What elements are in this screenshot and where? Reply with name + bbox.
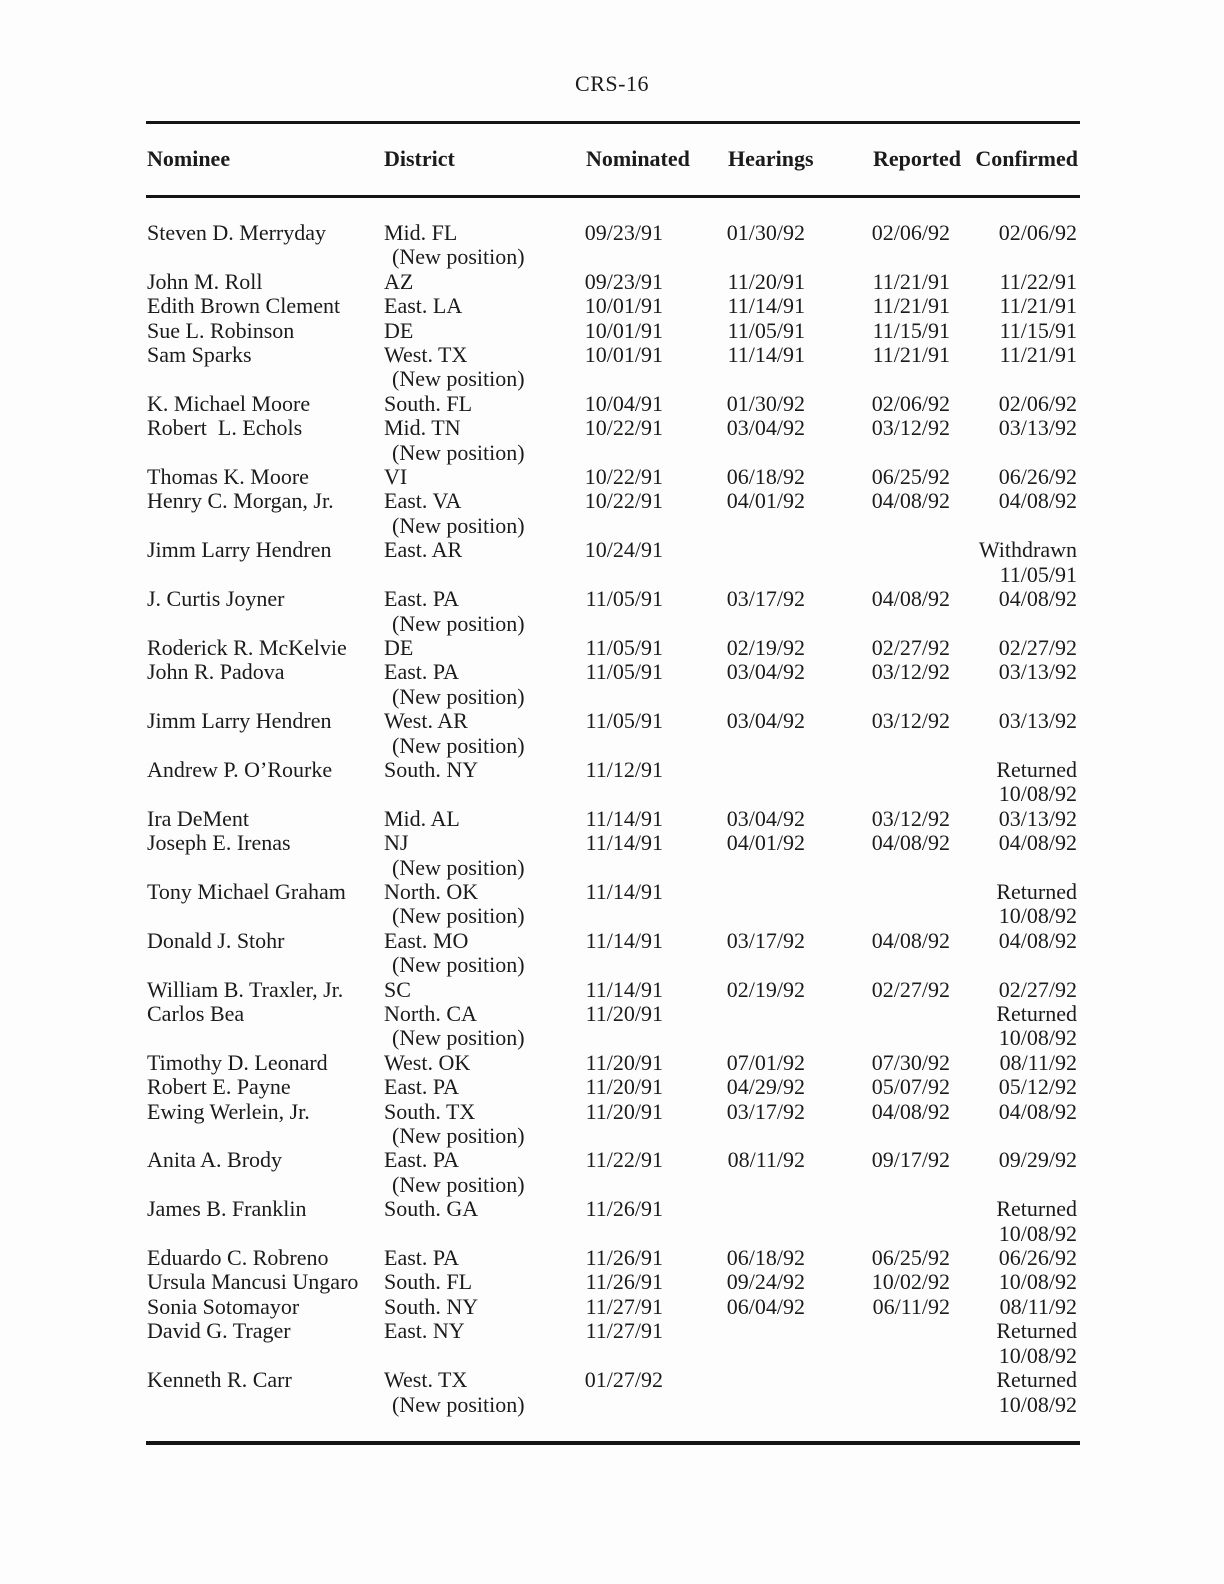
confirmed-note: 10/08/92 bbox=[998, 1391, 1077, 1417]
confirmed-status: 08/11/92 bbox=[999, 1293, 1077, 1319]
confirmed-status: 03/13/92 bbox=[998, 415, 1077, 441]
table-row bbox=[0, 1319, 1224, 1368]
nominated-date: 11/20/91 bbox=[585, 1001, 663, 1026]
reported-date: 06/25/92 bbox=[871, 464, 950, 490]
table-row-line bbox=[0, 831, 1224, 855]
district-value: East. LA bbox=[384, 293, 463, 319]
district-note: (New position) bbox=[392, 512, 525, 538]
table-row-line bbox=[0, 367, 1224, 391]
table-row bbox=[0, 1100, 1224, 1149]
table-row-line bbox=[0, 294, 1224, 318]
district-note: (New position) bbox=[392, 1171, 525, 1197]
nominee-name: Robert E. Payne bbox=[147, 1074, 291, 1100]
reported-date: 05/07/92 bbox=[871, 1074, 950, 1100]
column-header-nominated: Nominated bbox=[586, 146, 690, 171]
district-value: East. PA bbox=[384, 1074, 459, 1100]
hearings-date: 11/14/91 bbox=[727, 293, 805, 319]
confirmed-status: 03/13/92 bbox=[998, 708, 1077, 734]
table-row bbox=[0, 929, 1224, 978]
table-row bbox=[0, 221, 1224, 270]
hearings-date: 03/04/92 bbox=[726, 659, 805, 685]
confirmed-status: 02/06/92 bbox=[998, 220, 1077, 245]
district-value: East. PA bbox=[384, 586, 459, 612]
table-row-line bbox=[0, 1393, 1224, 1417]
table-row-line bbox=[0, 1026, 1224, 1050]
hearings-date: 06/04/92 bbox=[726, 1293, 805, 1319]
nominee-name: David G. Trager bbox=[147, 1318, 291, 1344]
nominated-date: 11/26/91 bbox=[585, 1269, 663, 1295]
table-row-line bbox=[0, 880, 1224, 904]
district-value: Mid. AL bbox=[384, 805, 460, 831]
column-header-confirmed: Confirmed bbox=[975, 146, 1078, 171]
page-title: CRS-16 bbox=[575, 71, 649, 96]
confirmed-status: 11/15/91 bbox=[999, 317, 1077, 343]
reported-date: 06/25/92 bbox=[871, 1245, 950, 1271]
table-row-line bbox=[0, 1344, 1224, 1368]
table-row-line bbox=[0, 587, 1224, 611]
nominee-name: Ira DeMent bbox=[147, 805, 250, 831]
district-value: DE bbox=[384, 317, 414, 343]
confirmed-status: 04/08/92 bbox=[998, 830, 1077, 856]
table-body bbox=[0, 221, 1224, 1417]
nominee-name: Thomas K. Moore bbox=[147, 464, 309, 490]
table-row bbox=[0, 758, 1224, 807]
table-row bbox=[0, 978, 1224, 1002]
reported-date: 07/30/92 bbox=[871, 1049, 950, 1075]
nominee-name: Sonia Sotomayor bbox=[147, 1293, 300, 1319]
confirmed-note: 10/08/92 bbox=[998, 1220, 1077, 1246]
district-value: North. OK bbox=[384, 878, 479, 904]
table-row-line bbox=[0, 1100, 1224, 1124]
nominee-name: Jimm Larry Hendren bbox=[147, 708, 332, 734]
reported-date: 04/08/92 bbox=[871, 488, 950, 514]
nominated-date: 11/14/91 bbox=[585, 878, 663, 904]
table-row-line bbox=[0, 270, 1224, 294]
nominee-name: Timothy D. Leonard bbox=[147, 1049, 328, 1075]
nominated-date: 11/26/91 bbox=[585, 1245, 663, 1271]
table-row-line bbox=[0, 953, 1224, 977]
table-row bbox=[0, 1368, 1224, 1417]
district-value: East. NY bbox=[384, 1318, 465, 1344]
confirmed-status: 02/27/92 bbox=[998, 634, 1077, 660]
district-value: West. AR bbox=[384, 708, 468, 734]
hearings-date: 03/04/92 bbox=[726, 805, 805, 831]
nominee-name: Anita A. Brody bbox=[147, 1147, 283, 1173]
nominee-name: John R. Padova bbox=[147, 659, 285, 685]
table-row-line bbox=[0, 319, 1224, 343]
district-value: AZ bbox=[384, 268, 414, 294]
table-row-line bbox=[0, 489, 1224, 513]
confirmed-note: 10/08/92 bbox=[998, 781, 1077, 807]
confirmed-status: 06/26/92 bbox=[998, 464, 1077, 490]
reported-date: 04/08/92 bbox=[871, 1098, 950, 1124]
hearings-date: 03/04/92 bbox=[726, 415, 805, 441]
district-value: East. VA bbox=[384, 488, 462, 514]
confirmed-status: Returned bbox=[996, 1196, 1077, 1222]
column-header-reported: Reported bbox=[873, 146, 961, 171]
district-value: South. FL bbox=[384, 1269, 473, 1295]
confirmed-note: 11/05/91 bbox=[999, 561, 1077, 587]
table-row bbox=[0, 392, 1224, 416]
table-row bbox=[0, 465, 1224, 489]
table-row bbox=[0, 709, 1224, 758]
nominee-name: Tony Michael Graham bbox=[147, 878, 346, 904]
table-row-line bbox=[0, 1295, 1224, 1319]
table-row-line bbox=[0, 392, 1224, 416]
nominee-name: Ewing Werlein, Jr. bbox=[147, 1098, 310, 1124]
table-row-line bbox=[0, 1051, 1224, 1075]
nominee-name: John M. Roll bbox=[147, 268, 263, 294]
district-note: (New position) bbox=[392, 732, 525, 758]
nominee-name: Steven D. Merryday bbox=[147, 220, 327, 245]
table-row bbox=[0, 1197, 1224, 1246]
confirmed-status: 11/21/91 bbox=[999, 293, 1077, 319]
district-note: (New position) bbox=[392, 610, 525, 636]
table-row bbox=[0, 1002, 1224, 1051]
district-note: (New position) bbox=[392, 903, 525, 929]
confirmed-note: 10/08/92 bbox=[998, 1342, 1077, 1368]
district-value: South. NY bbox=[384, 756, 479, 782]
hearings-date: 04/01/92 bbox=[726, 488, 805, 514]
table-row bbox=[0, 660, 1224, 709]
district-value: South. NY bbox=[384, 1293, 479, 1319]
table-row bbox=[0, 294, 1224, 318]
reported-date: 11/15/91 bbox=[872, 317, 950, 343]
hearings-date: 03/17/92 bbox=[726, 927, 805, 953]
hearings-date: 07/01/92 bbox=[726, 1049, 805, 1075]
district-value: East. AR bbox=[384, 537, 463, 563]
table-row-line bbox=[0, 1222, 1224, 1246]
table-row-line bbox=[0, 1368, 1224, 1392]
nominee-name: Edith Brown Clement bbox=[147, 293, 341, 319]
confirmed-status: 03/13/92 bbox=[998, 659, 1077, 685]
hearings-date: 11/20/91 bbox=[727, 268, 805, 294]
table-row-line bbox=[0, 1319, 1224, 1343]
reported-date: 02/27/92 bbox=[871, 634, 950, 660]
district-value: South. TX bbox=[384, 1098, 476, 1124]
hearings-date: 09/24/92 bbox=[726, 1269, 805, 1295]
table-row-line bbox=[0, 221, 1224, 245]
district-value: West. TX bbox=[384, 342, 468, 368]
district-value: Mid. TN bbox=[384, 415, 461, 441]
district-value: East. PA bbox=[384, 1245, 459, 1271]
table-column-headers bbox=[0, 146, 1224, 172]
nominated-date: 09/23/91 bbox=[584, 220, 663, 245]
district-value: South. GA bbox=[384, 1196, 479, 1222]
confirmed-status: Returned bbox=[996, 878, 1077, 904]
nominee-name: Joseph E. Irenas bbox=[147, 830, 291, 856]
reported-date: 09/17/92 bbox=[871, 1147, 950, 1173]
nominated-date: 11/14/91 bbox=[585, 805, 663, 831]
confirmed-note: 10/08/92 bbox=[998, 1025, 1077, 1051]
table-header-rule bbox=[146, 195, 1080, 198]
confirmed-status: 06/26/92 bbox=[998, 1245, 1077, 1271]
table-row bbox=[0, 270, 1224, 294]
table-row-line bbox=[0, 734, 1224, 758]
district-note: (New position) bbox=[392, 952, 525, 978]
reported-date: 10/02/92 bbox=[871, 1269, 950, 1295]
district-value: South. FL bbox=[384, 390, 473, 416]
hearings-date: 03/17/92 bbox=[726, 1098, 805, 1124]
table-row bbox=[0, 1148, 1224, 1197]
table-row-line bbox=[0, 1002, 1224, 1026]
district-note: (New position) bbox=[392, 683, 525, 709]
confirmed-status: Returned bbox=[996, 756, 1077, 782]
table-row-line bbox=[0, 1075, 1224, 1099]
nominee-name: Carlos Bea bbox=[147, 1001, 245, 1026]
nominated-date: 10/22/91 bbox=[584, 415, 663, 441]
nominated-date: 11/26/91 bbox=[585, 1196, 663, 1222]
nominated-date: 11/27/91 bbox=[585, 1293, 663, 1319]
hearings-date: 11/14/91 bbox=[727, 342, 805, 368]
nominee-name: Ursula Mancusi Ungaro bbox=[147, 1269, 359, 1295]
nominated-date: 11/05/91 bbox=[585, 634, 663, 660]
table-row bbox=[0, 587, 1224, 636]
table-row bbox=[0, 636, 1224, 660]
nominated-date: 01/27/92 bbox=[584, 1367, 663, 1393]
table-row bbox=[0, 1246, 1224, 1270]
confirmed-status: 11/21/91 bbox=[999, 342, 1077, 368]
district-value: VI bbox=[384, 464, 408, 490]
hearings-date: 02/19/92 bbox=[726, 976, 805, 1002]
table-row-line bbox=[0, 1246, 1224, 1270]
confirmed-status: 04/08/92 bbox=[998, 1098, 1077, 1124]
nominated-date: 10/04/91 bbox=[584, 390, 663, 416]
nominated-date: 11/14/91 bbox=[585, 830, 663, 856]
table-row bbox=[0, 1051, 1224, 1075]
nominated-date: 10/01/91 bbox=[584, 342, 663, 368]
table-row-line bbox=[0, 563, 1224, 587]
confirmed-note: 10/08/92 bbox=[998, 903, 1077, 929]
table-row bbox=[0, 319, 1224, 343]
nominated-date: 11/27/91 bbox=[585, 1318, 663, 1344]
confirmed-status: Withdrawn bbox=[978, 537, 1077, 563]
district-value: NJ bbox=[384, 830, 409, 856]
reported-date: 11/21/91 bbox=[872, 268, 950, 294]
table-row bbox=[0, 538, 1224, 587]
column-header-district: District bbox=[384, 146, 455, 171]
table-row-line bbox=[0, 782, 1224, 806]
table-row-line bbox=[0, 441, 1224, 465]
table-row bbox=[0, 489, 1224, 538]
table-row-line bbox=[0, 856, 1224, 880]
nominee-name: Sue L. Robinson bbox=[147, 317, 295, 343]
table-row-line bbox=[0, 416, 1224, 440]
confirmed-status: Returned bbox=[996, 1367, 1077, 1393]
district-value: Mid. FL bbox=[384, 220, 458, 245]
table-row bbox=[0, 807, 1224, 831]
district-value: SC bbox=[384, 976, 411, 1002]
reported-date: 03/12/92 bbox=[871, 708, 950, 734]
district-note: (New position) bbox=[392, 1123, 525, 1149]
nominated-date: 11/20/91 bbox=[585, 1074, 663, 1100]
table-row-line bbox=[0, 636, 1224, 660]
district-value: East. PA bbox=[384, 659, 459, 685]
reported-date: 11/21/91 bbox=[872, 293, 950, 319]
confirmed-status: 04/08/92 bbox=[998, 586, 1077, 612]
table-row bbox=[0, 831, 1224, 880]
nominated-date: 11/14/91 bbox=[585, 927, 663, 953]
reported-date: 04/08/92 bbox=[871, 927, 950, 953]
table-row-line bbox=[0, 1197, 1224, 1221]
table-row bbox=[0, 1295, 1224, 1319]
table-row bbox=[0, 1075, 1224, 1099]
table-row-line bbox=[0, 245, 1224, 269]
district-note: (New position) bbox=[392, 439, 525, 465]
table-row-line bbox=[0, 1124, 1224, 1148]
confirmed-status: 10/08/92 bbox=[998, 1269, 1077, 1295]
hearings-date: 08/11/92 bbox=[727, 1147, 805, 1173]
nominee-name: Roderick R. McKelvie bbox=[147, 634, 347, 660]
nominated-date: 11/05/91 bbox=[585, 586, 663, 612]
nominated-date: 10/22/91 bbox=[584, 464, 663, 490]
district-value: East. PA bbox=[384, 1147, 459, 1173]
table-row bbox=[0, 343, 1224, 392]
hearings-date: 04/29/92 bbox=[726, 1074, 805, 1100]
confirmed-status: 11/22/91 bbox=[999, 268, 1077, 294]
table-row-line bbox=[0, 929, 1224, 953]
table-row-line bbox=[0, 758, 1224, 782]
district-note: (New position) bbox=[392, 1391, 525, 1417]
table-row-line bbox=[0, 1173, 1224, 1197]
table-row-line bbox=[0, 538, 1224, 562]
district-value: DE bbox=[384, 634, 414, 660]
nominee-name: Jimm Larry Hendren bbox=[147, 537, 332, 563]
table-row-line bbox=[0, 660, 1224, 684]
confirmed-status: 08/11/92 bbox=[999, 1049, 1077, 1075]
table-row-line bbox=[0, 1148, 1224, 1172]
nominee-name: James B. Franklin bbox=[147, 1196, 307, 1222]
confirmed-status: 04/08/92 bbox=[998, 488, 1077, 514]
confirmed-status: 09/29/92 bbox=[998, 1147, 1077, 1173]
nominated-date: 11/20/91 bbox=[585, 1098, 663, 1124]
nominee-name: J. Curtis Joyner bbox=[147, 586, 285, 612]
reported-date: 03/12/92 bbox=[871, 805, 950, 831]
nominee-name: K. Michael Moore bbox=[147, 390, 311, 416]
column-header-hearings: Hearings bbox=[728, 146, 814, 171]
confirmed-status: Returned bbox=[996, 1001, 1077, 1026]
column-header-nominee: Nominee bbox=[147, 146, 231, 171]
nominated-date: 10/01/91 bbox=[584, 293, 663, 319]
hearings-date: 03/17/92 bbox=[726, 586, 805, 612]
confirmed-status: 04/08/92 bbox=[998, 927, 1077, 953]
table-row-line bbox=[0, 343, 1224, 367]
hearings-date: 01/30/92 bbox=[726, 220, 805, 245]
confirmed-status: 03/13/92 bbox=[998, 805, 1077, 831]
reported-date: 06/11/92 bbox=[872, 1293, 950, 1319]
district-value: North. CA bbox=[384, 1001, 477, 1026]
district-note: (New position) bbox=[392, 1025, 525, 1051]
table-row-line bbox=[0, 612, 1224, 636]
hearings-date: 06/18/92 bbox=[726, 1245, 805, 1271]
table-row-line bbox=[0, 807, 1224, 831]
nominated-date: 11/05/91 bbox=[585, 708, 663, 734]
reported-date: 04/08/92 bbox=[871, 586, 950, 612]
hearings-date: 11/05/91 bbox=[727, 317, 805, 343]
table-row-line bbox=[0, 978, 1224, 1002]
confirmed-status: 05/12/92 bbox=[998, 1074, 1077, 1100]
nominee-name: Eduardo C. Robreno bbox=[147, 1245, 329, 1271]
confirmed-status: 02/06/92 bbox=[998, 390, 1077, 416]
hearings-date: 03/04/92 bbox=[726, 708, 805, 734]
table-top-rule bbox=[146, 121, 1080, 124]
reported-date: 11/21/91 bbox=[872, 342, 950, 368]
reported-date: 02/06/92 bbox=[871, 220, 950, 245]
district-value: West. TX bbox=[384, 1367, 468, 1393]
nominated-date: 11/12/91 bbox=[585, 756, 663, 782]
nominated-date: 10/01/91 bbox=[584, 317, 663, 343]
nominee-name: Kenneth R. Carr bbox=[147, 1367, 292, 1393]
nominee-name: Robert L. Echols bbox=[147, 415, 303, 441]
table-row-line bbox=[0, 514, 1224, 538]
district-note: (New position) bbox=[392, 244, 525, 270]
table-row-line bbox=[0, 465, 1224, 489]
table-row-line bbox=[0, 1270, 1224, 1294]
nominated-date: 09/23/91 bbox=[584, 268, 663, 294]
reported-date: 02/27/92 bbox=[871, 976, 950, 1002]
table-bottom-rule bbox=[146, 1441, 1080, 1445]
reported-date: 03/12/92 bbox=[871, 659, 950, 685]
district-note: (New position) bbox=[392, 366, 525, 392]
table-row-line bbox=[0, 709, 1224, 733]
district-value: East. MO bbox=[384, 927, 469, 953]
table-row bbox=[0, 880, 1224, 929]
reported-date: 03/12/92 bbox=[871, 415, 950, 441]
confirmed-status: Returned bbox=[996, 1318, 1077, 1344]
table-row bbox=[0, 416, 1224, 465]
nominee-name: William B. Traxler, Jr. bbox=[147, 976, 344, 1002]
table-row-line bbox=[0, 904, 1224, 928]
confirmed-status: 02/27/92 bbox=[998, 976, 1077, 1002]
reported-date: 04/08/92 bbox=[871, 830, 950, 856]
nominee-name: Sam Sparks bbox=[147, 342, 252, 368]
hearings-date: 01/30/92 bbox=[726, 390, 805, 416]
nominated-date: 11/14/91 bbox=[585, 976, 663, 1002]
reported-date: 02/06/92 bbox=[871, 390, 950, 416]
hearings-date: 04/01/92 bbox=[726, 830, 805, 856]
district-note: (New position) bbox=[392, 854, 525, 880]
nominated-date: 11/05/91 bbox=[585, 659, 663, 685]
nominee-name: Donald J. Stohr bbox=[147, 927, 285, 953]
table-row-line bbox=[0, 685, 1224, 709]
hearings-date: 02/19/92 bbox=[726, 634, 805, 660]
hearings-date: 06/18/92 bbox=[726, 464, 805, 490]
district-value: West. OK bbox=[384, 1049, 471, 1075]
nominated-date: 10/24/91 bbox=[584, 537, 663, 563]
nominee-name: Henry C. Morgan, Jr. bbox=[147, 488, 334, 514]
nominated-date: 11/20/91 bbox=[585, 1049, 663, 1075]
table-row bbox=[0, 1270, 1224, 1294]
nominated-date: 10/22/91 bbox=[584, 488, 663, 514]
nominee-name: Andrew P. O’Rourke bbox=[147, 756, 333, 782]
nominated-date: 11/22/91 bbox=[585, 1147, 663, 1173]
